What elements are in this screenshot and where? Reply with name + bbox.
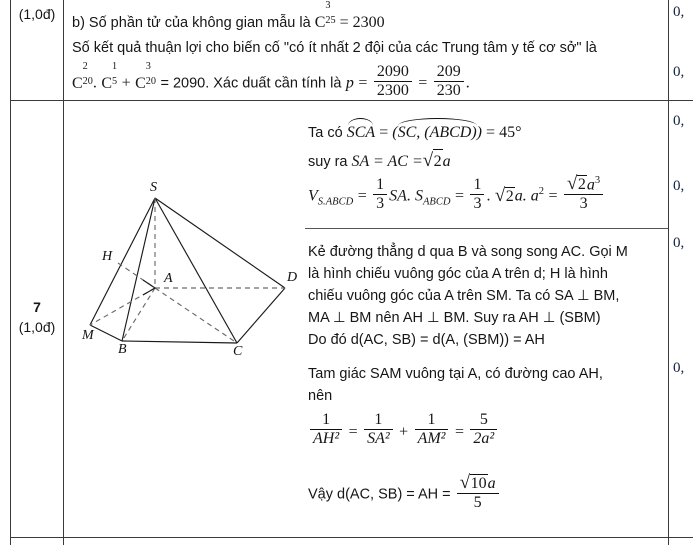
fraction-1-3-a <box>373 176 387 213</box>
part1-line3-eq2: = <box>454 187 464 205</box>
part2-line-2: là hình chiếu vuông góc của A trên d; H là hình <box>308 266 608 283</box>
comb-lower: 25 <box>325 15 336 27</box>
row-b-eq2: = <box>418 75 428 93</box>
fraction-209-230 <box>434 63 464 100</box>
volume-symbol: V <box>308 187 318 205</box>
fraction-sqrt2a3-3 <box>564 175 603 213</box>
part1-line3-mid-sub: ABCD <box>422 196 451 208</box>
part1-line3-eq1: = <box>357 187 367 205</box>
fraction-2090-2300 <box>374 63 412 100</box>
part3-plus: + <box>399 423 409 441</box>
fraction-numerator: 1 <box>376 175 385 193</box>
sqrt-radicand: 2 <box>505 187 514 205</box>
part2-line-5: Do đó d(AC, SB) = d(A, (SBM)) = AH <box>308 332 545 349</box>
part1-eq2: = 45° <box>486 124 522 141</box>
figure-label-A: A <box>164 271 173 286</box>
row-b-line2-text: Số kết quả thuận lợi cho biến cố "có ít nhất 2 đội của các Trung tâm y tế cơ sở" là <box>72 40 597 57</box>
comb-upper: 1 <box>112 60 118 72</box>
part1-line3-mid: SA. S <box>389 187 423 205</box>
fraction-denominator: 3 <box>564 194 603 213</box>
pyramid-svg <box>63 175 303 360</box>
part2-line-3: chiếu vuông góc của A trên SM. Ta có SA ⊥ BM, <box>308 288 620 305</box>
row-b-content <box>72 0 662 102</box>
comb-lower: 20 <box>82 76 93 88</box>
score-mark-3: 0, <box>673 113 685 129</box>
part1-line3-dot: . <box>486 187 491 205</box>
part3-line-2: nên <box>308 387 333 404</box>
fraction-numerator <box>564 175 603 194</box>
row-7-part2 <box>308 241 664 351</box>
combination-C-5-1 <box>101 60 118 93</box>
part1-line3-after-sqrt: a. a <box>514 187 539 205</box>
comb-base: C <box>314 14 326 32</box>
fraction-numerator: 1 <box>473 175 482 193</box>
fraction-denominator: 2a² <box>470 429 497 448</box>
comb-base: C <box>135 75 146 93</box>
fraction-1-SA2 <box>364 411 393 448</box>
part3-final-prefix: Vậy d(AC, SB) = AH = <box>308 487 451 504</box>
fraction-sqrt10a-5 <box>457 474 499 512</box>
row-b-line2 <box>72 38 662 59</box>
row-b-line1-text: b) Số phần tử của không gian mẫu là <box>72 15 311 32</box>
row-b-line3-text: = 2090. Xác duất cần tính là <box>160 76 342 93</box>
row-b-line1-equals: = 2300 <box>339 14 385 32</box>
part3-eq2: = <box>454 423 464 441</box>
angle-pair-SC-ABCD: (SC, (ABCD)) <box>392 116 482 144</box>
table-border-left <box>10 0 11 545</box>
fraction-denominator: 3 <box>470 194 484 213</box>
row-b-plus: + <box>121 75 131 93</box>
comb-lower: 20 <box>145 76 156 88</box>
fraction-5-2a2 <box>470 411 497 448</box>
row-7-part1-line3 <box>308 174 664 215</box>
numerator-exponent: 3 <box>594 174 601 186</box>
row-7-part1-line2 <box>308 149 664 173</box>
row-b-line3 <box>72 60 662 102</box>
score-mark-4: 0, <box>673 178 685 194</box>
figure-label-B: B <box>118 342 127 357</box>
fraction-denominator: 3 <box>373 194 387 213</box>
part1-line2-tail: a <box>442 153 451 171</box>
table-row-divider-bottom <box>10 537 693 538</box>
combination-C-25-3 <box>314 0 336 34</box>
comb-upper: 3 <box>325 0 331 12</box>
fraction-denominator: 2300 <box>374 81 412 100</box>
fraction-denominator: SA² <box>364 429 393 448</box>
comb-base: C <box>101 75 113 93</box>
fraction-numerator: 5 <box>479 411 488 429</box>
row-b-p: p <box>345 75 354 93</box>
comb-base: C <box>72 75 83 93</box>
sqrt-2-b <box>495 187 515 206</box>
combination-C-20-3 <box>135 60 156 93</box>
part3-equation <box>308 411 664 451</box>
figure-label-H: H <box>102 249 113 264</box>
angle-SCA: SCA <box>347 116 375 144</box>
row-7-number-cell <box>11 297 63 338</box>
row-7-number: 7 <box>33 299 41 315</box>
fraction-numerator: 1 <box>427 411 436 429</box>
row-b-points-label: (1,0đ) <box>18 6 56 22</box>
fraction-numerator: 1 <box>374 411 383 429</box>
part3-line-1: Tam giác SAM vuông tại A, có đường cao AH, <box>308 366 603 382</box>
row-7-part1 <box>308 116 664 216</box>
fraction-numerator: 209 <box>436 63 461 81</box>
part1-eq1: = <box>379 124 389 141</box>
part1-line2-prefix: suy ra <box>308 154 348 171</box>
fraction-denominator: 230 <box>434 81 464 100</box>
fraction-denominator: 5 <box>457 493 499 512</box>
sqrt-radicand: 2 <box>433 149 443 173</box>
row-b-line1 <box>72 0 662 34</box>
row-b-period: . <box>465 75 470 93</box>
volume-subscript: S.ABCD <box>317 196 354 208</box>
combination-C-20-2 <box>72 60 93 93</box>
figure-label-M: M <box>82 328 94 343</box>
part1-line2-expr: SA = AC = <box>351 153 423 171</box>
comb-upper: 2 <box>82 60 88 72</box>
sqrt-radicand: 10 <box>470 474 487 492</box>
fraction-denominator: AH² <box>310 429 342 448</box>
fraction-1-AH2 <box>310 411 342 448</box>
sqrt-2-c <box>567 175 587 194</box>
part1-line1-prefix: Ta có <box>308 125 343 141</box>
score-mark-2: 0, <box>673 64 685 80</box>
fraction-1-3-b <box>470 176 484 213</box>
part2-line-1: Kẻ đường thẳng d qua B và song song AC. Gọi M <box>308 244 628 260</box>
numerator-tail: a <box>586 176 595 194</box>
score-column <box>669 0 693 545</box>
score-mark-5: 0, <box>673 235 685 251</box>
row-7-points-label: (1,0đ) <box>18 319 56 336</box>
comb-lower: 5 <box>112 76 118 88</box>
part1-part2-divider <box>305 228 668 229</box>
sqrt-10 <box>460 474 488 493</box>
row-b-points <box>11 4 63 24</box>
part3-final <box>308 476 664 514</box>
fraction-numerator: 1 <box>322 411 331 429</box>
sqrt-radicand: 2 <box>577 176 586 194</box>
row-7-part1-line1 <box>308 116 664 144</box>
numerator-tail: a <box>487 474 496 492</box>
fraction-denominator: AM² <box>415 429 449 448</box>
figure-label-C: C <box>233 344 243 359</box>
row-7-part3 <box>308 364 664 514</box>
geometry-figure-pyramid <box>63 175 303 365</box>
comb-upper: 3 <box>145 60 151 72</box>
part2-line-4: MA ⊥ BM nên AH ⊥ BM. Suy ra AH ⊥ (SBM) <box>308 310 601 327</box>
part1-line3-after-sup: 2 <box>538 186 545 198</box>
fraction-1-AM2 <box>415 411 449 448</box>
row-b-dot1: . <box>92 75 97 93</box>
figure-label-S: S <box>150 180 157 195</box>
part3-eq1: = <box>348 423 358 441</box>
score-mark-6: 0, <box>673 360 685 376</box>
figure-label-D: D <box>287 270 298 285</box>
row-b-eq1: = <box>358 75 368 93</box>
fraction-numerator: 2090 <box>376 63 409 81</box>
sqrt-2 <box>423 149 443 173</box>
score-mark-1: 0, <box>673 4 685 20</box>
part1-line3-eq3: = <box>548 187 558 205</box>
fraction-numerator <box>457 474 499 493</box>
